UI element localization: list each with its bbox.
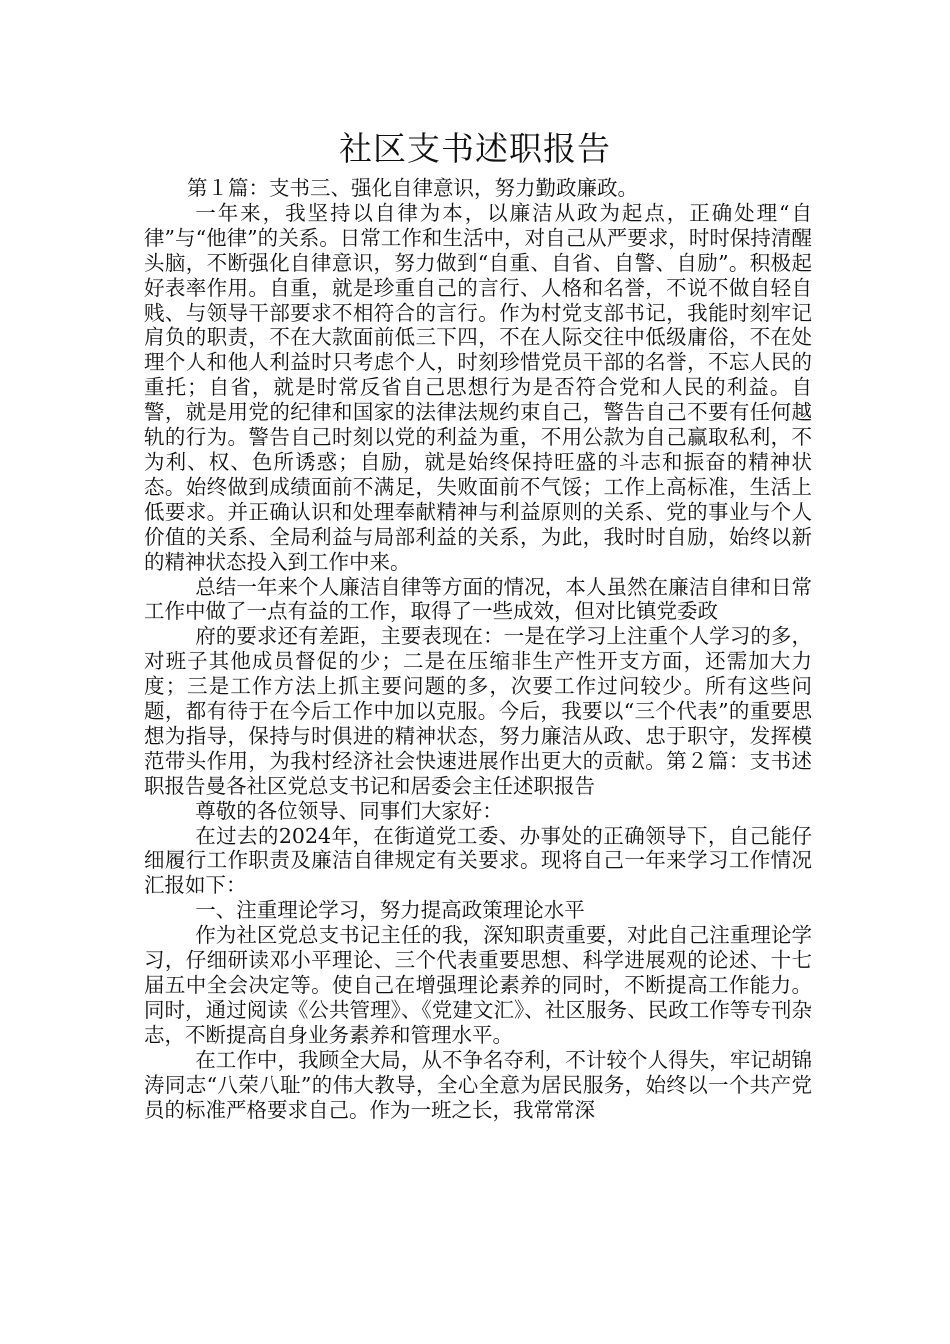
paragraph-2: 一年来，我坚持以自律为本，以廉洁从政为起点，正确处理“自律”与“他律”的关系。日常工作和生活中，对自己从严要求，时时保持清醒头脑，不断强化自律意识，努力做到“自重、自省、自警、自励”。积极起好表率作用。自重，就是珍重自己的言行、人格和名誉，不说不做自轻自贱、与领导干部要求不相符合的言行。作为村党支部书记，我能时刻牢记肩负的职责，不在大款面前低三下四，不在人际交往中低级庸俗，不在处理个人和他人利益时只考虑个人，时刻珍惜党员干部的名誉，不忘人民的重托；自省，就是时常反省自己思想行为是否符合党和人民的利益。自警，就是用党的纪律和国家的法律法规约束自己，警告自己不要有任何越轨的行为。警告自己时刻以党的利益为重，不用公款为自己赢取私利，不为利、权、色所诱惑；自励，就是始终保持旺盛的斗志和振奋的精神状态。始终做到成绩面前不满足，失败面前不气馁；工作上高标准，生活上低要求。并正确认识和处理奉献精神与利益原则的关系、党的事业与个人价值的关系、全局利益与局部利益的关系，为此，我时时自励，始终以新的精神状态投入到工作中来。 xyxy=(144,200,812,574)
paragraph-4: 府的要求还有差距，主要表现在：一是在学习上注重个人学习的多，对班子其他成员督促的少；二是在压缩非生产性开支方面，还需加大力度；三是工作方法上抓主要问题的多，次要工作过问较少。所有这些问题，都有待于在今后工作中加以克服。今后，我要以“三个代表”的重要思想为指导，保持与时俱进的精神状态，努力廉洁从政、忠于职守，发挥模范带头作用，为我村经济社会快速进展作出更大的贡献。第２篇：支书述职报告曼各社区党总支书记和居委会主任述职报告 xyxy=(144,624,812,798)
paragraph-8: 作为社区党总支书记主任的我，深知职责重要，对此自己注重理论学习，仔细研读邓小平理论、三个代表重要思想、科学进展观的论述、十七届五中全会决定等。使自己在增强理论素养的同时，不断提高工作能力。同时，通过阅读《公共管理》、《党建文汇》、社区服务、民政工作等专刊杂志，不断提高自身业务素养和管理水平。 xyxy=(144,923,812,1047)
paragraph-1: 第１篇：支书三、强化自律意识，努力勤政廉政。 xyxy=(187,176,639,200)
paragraph-5: 尊敬的各位领导、同事们大家好： xyxy=(195,798,503,823)
document-body xyxy=(144,176,812,1122)
paragraph-3: 总结一年来个人廉洁自律等方面的情况，本人虽然在廉洁自律和日常工作中做了一点有益的工作，取得了一些成效，但对比镇党委政 xyxy=(144,574,812,624)
paragraph-9: 在工作中，我顾全大局，从不争名夺利，不计较个人得失，牢记胡锦涛同志“八荣八耻”的伟大教导，全心全意为居民服务，始终以一个共产党员的标准严格要求自己。作为一班之长，我常常深 xyxy=(144,1047,812,1122)
paragraph-6: 在过去的2024年，在街道党工委、办事处的正确领导下，自己能仔细履行工作职责及廉洁自律规定有关要求。现将自己一年来学习工作情况汇报如下： xyxy=(144,823,812,898)
paragraph-7: 一、注重理论学习，努力提高政策理论水平 xyxy=(195,898,585,923)
document-title: 社区支书述职报告 xyxy=(339,129,611,168)
